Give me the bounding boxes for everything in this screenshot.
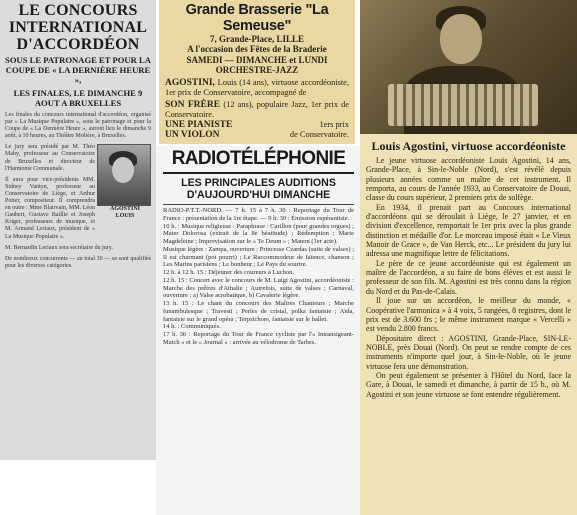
program-item: 14 h. : Communiqués. (163, 323, 221, 331)
program-item: 12 h. à 12 h. 15 : Déjeuner des coureurs à Luchon. (163, 269, 295, 276)
clip2-title: Grande Brasserie "La Semeuse" (185, 2, 329, 34)
title-rule (163, 172, 354, 174)
clip2-text: (12 ans), populaire Jazz, 1er prix de Conservatoire. (165, 100, 349, 120)
accordionist-photo (360, 0, 577, 134)
clip4-paragraph: Il joue sur un accordéon, le meilleur du monde, « Coopérative l'armonica » à 4 voix, 5 rangées, 8 registres, dont le prix est de 3.600 frs ; le même instrument marque « Vercelli » est vendu 2.800 francs. (366, 296, 571, 334)
subtitle-rule (163, 204, 354, 205)
clip2-pianist: UNE PIANISTE (165, 120, 233, 131)
clip2-paragraph (165, 100, 349, 120)
caption-firstname: LOUIS (115, 213, 135, 220)
clip2-name: SON FRÈRE (165, 100, 224, 111)
clip4-paragraph: Le jeune virtuose accordéoniste Louis Agostini, 14 ans, Grande-Place, à Sin-le-Noble (Nord), s'est révélé depuis plusieurs années comme un maître de cet instrument. Il remporta, au cours de l'année 1933, au Conservatoire de Douai, classe du cours supérieur, 2 premiers prix de solfège. (366, 156, 571, 203)
clip3-subtitle: LES PRINCIPALES AUDITIONS D'AUJOURD'HUI DIMANCHE (181, 177, 336, 201)
clip4-paragraph: En 1934, il prenait part au Concours international d'accordéons qui se déroulait à Liège, le 27 janvier, et en division d'excellence, remportait le 1er prix avec la plus grande distinction et médaille d'or. Le morceau imposé était « Le Vieux Manoir de Grace », de Van Herck, etc... Le président du jury lui adressa une magnifique lettre de félicitations. (366, 202, 571, 259)
clip1-finals-heading: LES FINALES, LE DIMANCHE 9 AOUT A BRUXELLES (13, 88, 143, 108)
program-item: 13 h. 15 : Le chant du concours des Maîtres Chanteurs ; Marche funambulesque ; Travesti ; Perles de cristal, polka fantaisie ; Aïda, fantaisie sur le grand opéra ; Terpsichore, fantaisie sur le ballet. (163, 300, 354, 323)
clip2-address: 7, Grande-Place, LILLE (210, 34, 304, 44)
clipping-louis-agostini (360, 0, 577, 515)
program-item: 12 h. 15 : Concert avec le concours de M. Luigi Agostini, accordéoniste : Marche des prêtres d'Athalie ; Autrefois, suite de valses ; Carnaval, ouverture ; a) Valse acrobatique, b) Cavalerie légère. (163, 276, 354, 300)
photo-caption (99, 206, 151, 220)
clip3-title: RADIOTÉLÉPHONIE (171, 148, 346, 169)
clip2-violin: UN VIOLON (165, 130, 220, 141)
program-item: Musique légère : Zampa, ouverture ; Princesse Czardas (suite de valses) ; Il est charmant (pot pourri) ; Le Raccommodeur de faïence, chanson ; Les Marins parisiens ; Le bonheur ; Le Pays du sourire. (163, 245, 354, 269)
clipping-grande-brasserie (159, 0, 355, 144)
portrait-photo (97, 144, 151, 206)
clip4-paragraph: On peut également se présenter à l'Hôtel du Nord, face la Gare, à Douai, le samedi et dimanche, à partir de 15 h., où M. Agostini et son jeune virtuose se font entendre régulièrement. (366, 370, 571, 399)
clip2-conservatoire: de Conservatoire. (289, 130, 349, 140)
clip1-paragraph: Les finales du concours international d'accordéon, organisé par « La Musique Populaire », sous le patronage et pour la Coupe de « La Dernière Heure », auront lieu le dimanche 9 août, à 10 heures, au Théâtre Molière, à Bruxelles. (5, 112, 151, 140)
clip2-name: AGOSTINI, (165, 77, 218, 88)
clip2-pianist-row (165, 120, 349, 130)
clipping-le-concours (0, 0, 156, 460)
clip2-days: SAMEDI — DIMANCHE et LUNDI (186, 54, 328, 65)
program-item: 17 h. 30 : Reportage du Tour de France cycliste par l'« Intransigeant-Match » et le « Journal » : arrivée au vélodrome de Tarbes. (163, 331, 354, 346)
clip1-paragraph: M. Bernardin Leriaux sera secrétaire du jury. (5, 244, 113, 251)
clip2-occasion: A l'occasion des Fêtes de la Braderie (187, 44, 327, 55)
clip2-text: Louis (14 ans), virtuose accordéoniste, 1er prix de Conservatoire, accompagné de (165, 77, 349, 97)
clip4-paragraph: Le père de ce jeune accordéoniste qui est également un maître de l'accordéon, a su faire de bons élèves et est aussi le professeur de son fils. M. Agostini est très connu dans la région du Nord et du Pas-de-Calais. (366, 258, 571, 296)
clip1-paragraph: De nombreux concurrents — au total 30 — se sont qualifiés pour les diverses catégories. (5, 255, 151, 269)
clip1-title: LE CONCOURS INTERNATIONAL D'ACCORDÉON (8, 2, 148, 53)
clip1-paragraph: Le jury sera présidé par M. Théo Mahy, professeur au Conservatoire de Bruxelles et directeur de l'Harmonie Communale. (5, 144, 95, 172)
photo-head (440, 14, 482, 64)
clip4-title: Louis Agostini, virtuose accordéoniste (371, 139, 566, 153)
program-item: 10 h. : Musique religieuse : Paraphrase : Carillon (pour grandes orgues) ; Mater Dolorosa (extrait de la 8e béatitude) ; Rédemption ; Marie Magdeleine ; Improvisation sur le « Te Deum » ; Manon (1er acte). (163, 222, 354, 245)
clip4-paragraph: Dépositaire direct : AGOSTINI, Grande-Place, SIN-LE-NOBLE, près Douai (Nord). On peut se rendre compte de ces instruments n'importe quel jour, à Sin-le-Noble, où le jeune virtuose fera une démonstration. (366, 333, 571, 371)
clip2-orchestra: ORCHESTRE-JAZZ (215, 65, 299, 76)
clip1-subtitle: SOUS LE PATRONAGE ET POUR LA COUPE DE « LA DERNIÈRE HEURE », (5, 55, 151, 85)
caption-surname: AGOSTINI (109, 206, 140, 213)
clipping-radiotelephonie (156, 146, 361, 515)
clip2-prize: 1ers prix (319, 120, 349, 130)
portrait-face (112, 157, 134, 183)
clip2-violin-row (165, 130, 349, 140)
program-item: RADIO-P.T.T.-NORD. — 7 h. 15 à 7 h. 30 : Reportage du Tour de France : présentation de la 1re étape. — 9 h. 30 : Émission espérantiste. (163, 207, 354, 222)
accordion-icon (388, 84, 538, 126)
clip1-photo-block (5, 144, 151, 240)
clip1-paragraph: Il aura pour vice-présidents MM. Sidney Vantyn, professeur au Conservatoire de Liège, et Arthur Potier, compositeur. Il comprendra en outre : Mme Blairvain, MM. Léon Gaubert, Gustave Baillie et Joseph Kriger, professeurs de musique, et M. Armand Leriaux, président de « La Musique Populaire ». (5, 176, 95, 240)
clip2-paragraph (165, 78, 349, 98)
